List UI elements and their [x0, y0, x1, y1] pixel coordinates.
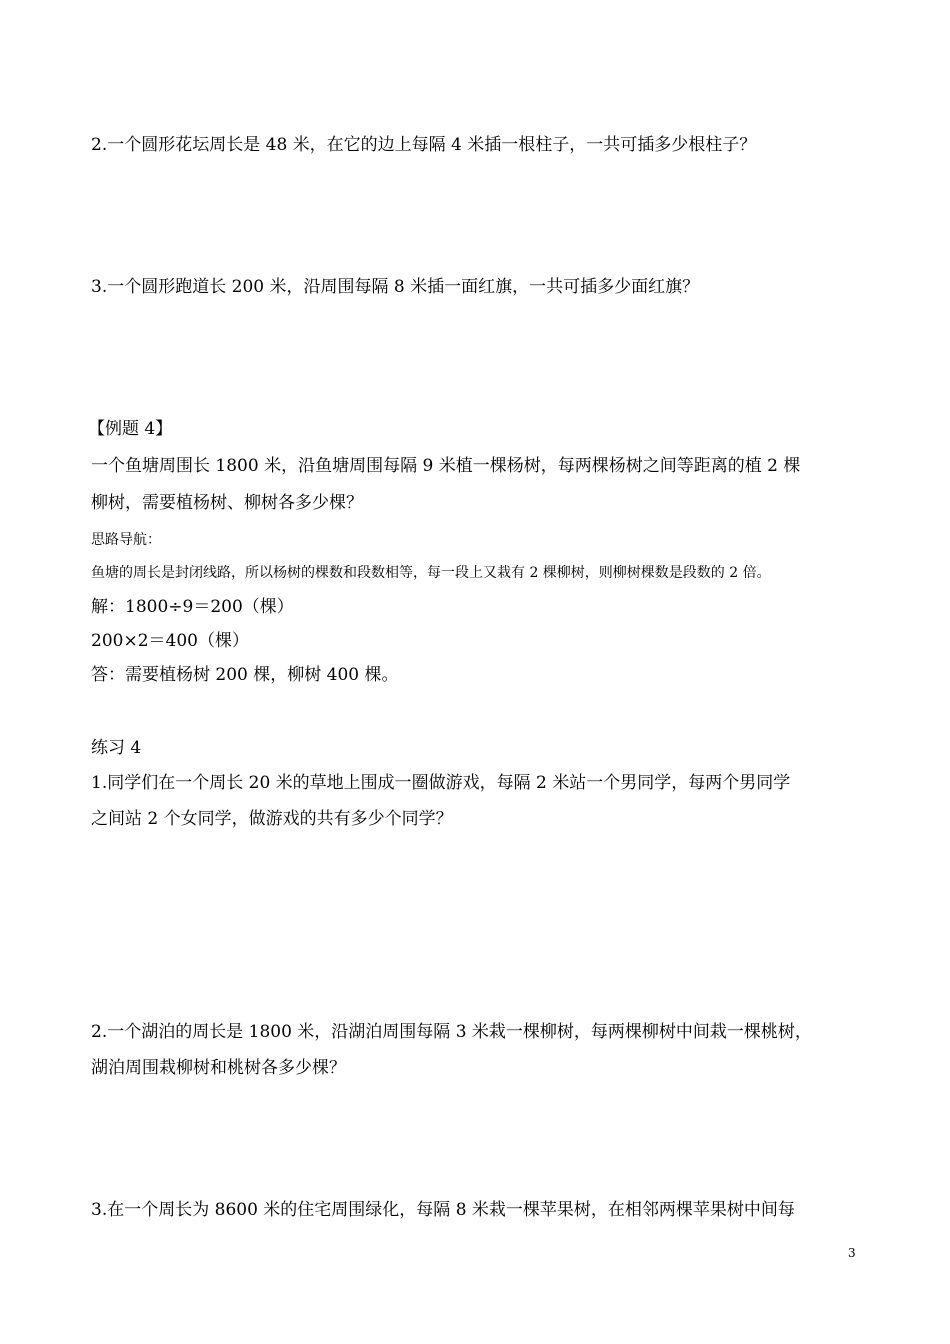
practice4-question-2-line-2: 湖泊周围栽柳树和桃树各多少棵？	[91, 1058, 346, 1078]
page-number: 3	[848, 1246, 856, 1260]
example4-problem-line-1: 一个鱼塘周围长 1800 米，沿鱼塘周围每隔 9 米植一棵杨树，每两棵杨树之间等距离的植 2 棵	[91, 456, 801, 476]
practice4-question-3-line-1: 3.在一个周长为 8600 米的住宅周围绿化，每隔 8 米栽一棵苹果树，在相邻两棵苹果树中间每	[91, 1200, 795, 1220]
example4-heading: 【例题 4】	[88, 419, 173, 439]
example4-solution-line-2: 200×2＝400（棵）	[91, 631, 249, 651]
example4-hint-label: 思路导航：	[91, 532, 161, 548]
practice4-question-2-line-1: 2.一个湖泊的周长是 1800 米，沿湖泊周围每隔 3 米栽一棵柳树，每两棵柳树中间栽一棵桃树，	[91, 1022, 812, 1042]
example4-solution-line-1: 解：1800÷9＝200（棵）	[91, 597, 294, 617]
example4-hint-text: 鱼塘的周长是封闭线路，所以杨树的棵数和段数相等，每一段上又栽有 2 棵柳树，则柳树棵数是段数的 2 倍。	[91, 565, 771, 581]
example4-problem-line-2: 柳树，需要植杨树、柳树各多少棵？	[91, 493, 363, 513]
practice4-heading: 练习 4	[91, 738, 142, 758]
practice4-question-1-line-2: 之间站 2 个女同学，做游戏的共有多少个同学？	[91, 809, 453, 829]
practice3-question-2: 2.一个圆形花坛周长是 48 米，在它的边上每隔 4 米插一根柱子，一共可插多少根柱子？	[91, 135, 757, 155]
example4-answer: 答：需要植杨树 200 棵，柳树 400 棵。	[91, 665, 399, 685]
practice4-question-1-line-1: 1.同学们在一个周长 20 米的草地上围成一圈做游戏，每隔 2 米站一个男同学，每两个男同学	[91, 773, 791, 793]
practice3-question-3: 3.一个圆形跑道长 200 米，沿周围每隔 8 米插一面红旗，一共可插多少面红旗？	[91, 277, 700, 297]
